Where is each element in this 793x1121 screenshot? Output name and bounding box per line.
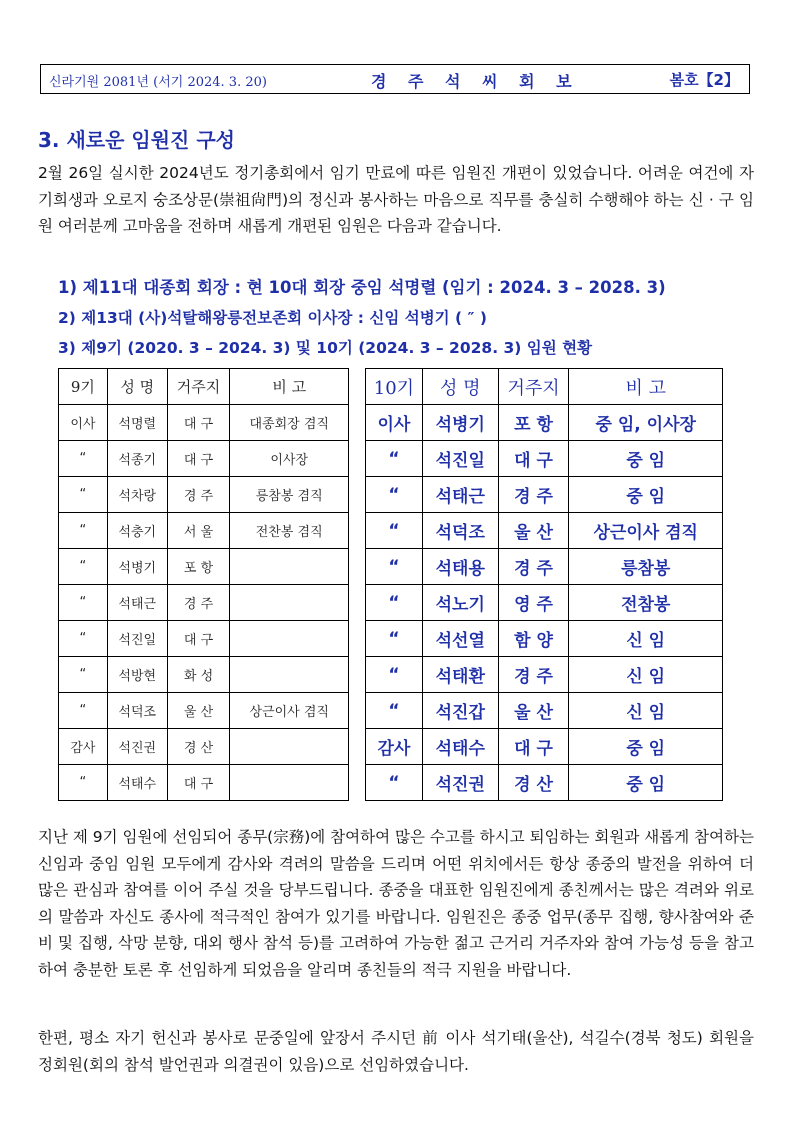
remarks-cell: 중 임, 이사장 <box>569 405 723 441</box>
officers-9th-table <box>58 368 349 801</box>
term-cell: 이사 <box>59 405 108 441</box>
residence-cell: 대 구 <box>167 441 230 477</box>
issue-label: 봄호【2】 <box>669 71 739 89</box>
term-cell: “ <box>59 765 108 801</box>
name-cell: 석진권 <box>422 765 498 801</box>
term-cell: 감사 <box>59 729 108 765</box>
residence-cell: 울 산 <box>498 693 569 729</box>
residence-cell: 경 산 <box>498 765 569 801</box>
remarks-cell <box>230 621 349 657</box>
remarks-cell: 이사장 <box>230 441 349 477</box>
table-row <box>59 405 349 441</box>
name-cell: 석진일 <box>107 621 167 657</box>
header-date: 신라기원 2081년 (서기 2024. 3. 20) <box>49 75 267 90</box>
term-cell: “ <box>366 549 423 585</box>
remarks-cell <box>230 729 349 765</box>
residence-cell: 포 항 <box>167 549 230 585</box>
residence-cell: 영 주 <box>498 585 569 621</box>
name-cell: 석태수 <box>422 729 498 765</box>
term-cell: “ <box>59 585 108 621</box>
left-table-header-row <box>59 369 349 405</box>
item-chairman: 2) 제13대 (사)석탈해왕릉전보존회 이사장 : 신임 석병기 ( ″ ) <box>58 309 487 327</box>
name-cell: 석태근 <box>422 477 498 513</box>
table-row <box>59 441 349 477</box>
remarks-cell: 신 임 <box>569 657 723 693</box>
table-row <box>59 729 349 765</box>
residence-cell: 울 산 <box>167 693 230 729</box>
remarks-cell <box>230 549 349 585</box>
term-cell: “ <box>366 477 423 513</box>
term-cell: “ <box>59 513 108 549</box>
residence-cell: 대 구 <box>167 621 230 657</box>
name-cell: 석덕조 <box>422 513 498 549</box>
term-cell: “ <box>366 441 423 477</box>
remarks-cell <box>230 765 349 801</box>
remarks-cell: 상근이사 겸직 <box>230 693 349 729</box>
residence-cell: 대 구 <box>167 405 230 441</box>
residence-cell: 경 주 <box>498 549 569 585</box>
table-row <box>366 405 723 441</box>
table-row <box>366 729 723 765</box>
left-table-header-remarks: 비 고 <box>230 369 349 405</box>
remarks-cell: 중 임 <box>569 441 723 477</box>
residence-cell: 경 주 <box>498 657 569 693</box>
closing-paragraph-1: 지난 제 9기 임원에 선임되어 종무(宗務)에 참여하여 많은 수고를 하시고 퇴임하는 회원과 새롭게 참여하는 신임과 중임 임원 모두에게 감사와 격려의 말씀을 드리며 어떤 위치에서든 항상 종중의 발전을 위하여 더 많은 관심과 참여를 이어 주실 것을 당부드립니다. 종중을 대표한 임원진에게 종친께서는 많은 격려와 위로의 말씀과 자신도 종사에 적극적인 참여가 있기를 바랍니다. 임원진은 종중 업무(종무 집행, 향사참여와 준비 및 집행, 삭망 분향, 대외 행사 참석 등)를 고려하여 가능한 젊고 근거리 거주자와 참여 가능성 등을 참고하여 충분한 토론 후 선임하게 되었음을 알리며 종친들의 적극 지원을 바랍니다. <box>38 828 754 979</box>
residence-cell: 경 주 <box>498 477 569 513</box>
table-row <box>59 621 349 657</box>
intro-paragraph: 2월 26일 실시한 2024년도 정기총회에서 임기 만료에 따른 임원진 개편이 있었습니다. 어려운 여건에 자기희생과 오로지 숭조상문(崇祖尙門)의 정신과 봉사하는 마음으로 직무를 충실히 수행해야 하는 신 · 구 임원 여러분께 고마움을 전하며 새롭게 개편된 임원은 다음과 같습니다. <box>38 164 754 235</box>
remarks-cell: 신 임 <box>569 693 723 729</box>
table-row <box>366 477 723 513</box>
remarks-cell <box>230 585 349 621</box>
officers-10th-table <box>365 368 723 801</box>
publication-name: 경 주 석 씨 회 보 <box>371 72 580 91</box>
term-cell: “ <box>366 693 423 729</box>
table-row <box>59 657 349 693</box>
residence-cell: 대 구 <box>167 765 230 801</box>
name-cell: 석충기 <box>107 513 167 549</box>
term-cell: “ <box>59 477 108 513</box>
name-cell: 석방현 <box>107 657 167 693</box>
remarks-cell <box>230 657 349 693</box>
name-cell: 석진갑 <box>422 693 498 729</box>
residence-cell: 경 주 <box>167 585 230 621</box>
closing-paragraph-2: 한편, 평소 자기 헌신과 봉사로 문중일에 앞장서 주시던 前 이사 석기태(울산), 석길수(경북 청도) 회원을 정회원(회의 참석 발언권과 의결권이 있음)으로 선임하였습니다. <box>38 1029 754 1074</box>
remarks-cell: 릉참봉 겸직 <box>230 477 349 513</box>
table-row <box>366 513 723 549</box>
term-cell: “ <box>59 657 108 693</box>
residence-cell: 울 산 <box>498 513 569 549</box>
item-president: 1) 제11대 대종회 회장 : 현 10대 회장 중임 석명렬 (임기 : 2024. 3 – 2028. 3) <box>58 278 666 297</box>
table-row <box>366 657 723 693</box>
name-cell: 석병기 <box>422 405 498 441</box>
residence-cell: 화 성 <box>167 657 230 693</box>
remarks-cell: 전찬봉 겸직 <box>230 513 349 549</box>
term-cell: “ <box>59 621 108 657</box>
table-row <box>366 441 723 477</box>
term-cell: “ <box>59 441 108 477</box>
remarks-cell: 대종회장 겸직 <box>230 405 349 441</box>
table-row <box>59 585 349 621</box>
right-table-header-name: 성 명 <box>422 369 498 405</box>
table-row <box>59 765 349 801</box>
table-row <box>59 693 349 729</box>
name-cell: 석차랑 <box>107 477 167 513</box>
table-row <box>59 513 349 549</box>
name-cell: 석진일 <box>422 441 498 477</box>
section-title: 3. 새로운 임원진 구성 <box>38 128 235 152</box>
left-table-header-term: 9기 <box>59 369 108 405</box>
residence-cell: 대 구 <box>498 441 569 477</box>
remarks-cell: 중 임 <box>569 729 723 765</box>
name-cell: 석태용 <box>422 549 498 585</box>
remarks-cell: 전참봉 <box>569 585 723 621</box>
term-cell: 이사 <box>366 405 423 441</box>
residence-cell: 서 울 <box>167 513 230 549</box>
name-cell: 석태수 <box>107 765 167 801</box>
remarks-cell: 상근이사 겸직 <box>569 513 723 549</box>
table-row <box>366 621 723 657</box>
residence-cell: 경 산 <box>167 729 230 765</box>
term-cell: “ <box>366 585 423 621</box>
table-row <box>366 765 723 801</box>
name-cell: 석선열 <box>422 621 498 657</box>
left-table-header-residence: 거주지 <box>167 369 230 405</box>
item-officers-heading: 3) 제9기 (2020. 3 – 2024. 3) 및 10기 (2024. 3 – 2028. 3) 임원 현황 <box>58 339 593 357</box>
name-cell: 석태환 <box>422 657 498 693</box>
table-row <box>366 549 723 585</box>
residence-cell: 함 양 <box>498 621 569 657</box>
residence-cell: 포 항 <box>498 405 569 441</box>
name-cell: 석노기 <box>422 585 498 621</box>
right-table-header-row <box>366 369 723 405</box>
term-cell: “ <box>59 693 108 729</box>
name-cell: 석명렬 <box>107 405 167 441</box>
table-row <box>366 585 723 621</box>
term-cell: “ <box>366 765 423 801</box>
name-cell: 석진권 <box>107 729 167 765</box>
remarks-cell: 중 임 <box>569 477 723 513</box>
right-table-header-term: 10기 <box>366 369 423 405</box>
residence-cell: 경 주 <box>167 477 230 513</box>
name-cell: 석태근 <box>107 585 167 621</box>
residence-cell: 대 구 <box>498 729 569 765</box>
left-table-header-name: 성 명 <box>107 369 167 405</box>
term-cell: 감사 <box>366 729 423 765</box>
table-row <box>366 693 723 729</box>
table-row <box>59 477 349 513</box>
name-cell: 석종기 <box>107 441 167 477</box>
remarks-cell: 릉참봉 <box>569 549 723 585</box>
name-cell: 석병기 <box>107 549 167 585</box>
right-table-header-residence: 거주지 <box>498 369 569 405</box>
term-cell: “ <box>366 657 423 693</box>
name-cell: 석덕조 <box>107 693 167 729</box>
term-cell: “ <box>366 621 423 657</box>
page-header <box>40 64 750 94</box>
remarks-cell: 중 임 <box>569 765 723 801</box>
table-row <box>59 549 349 585</box>
term-cell: “ <box>59 549 108 585</box>
right-table-header-remarks: 비 고 <box>569 369 723 405</box>
term-cell: “ <box>366 513 423 549</box>
remarks-cell: 신 임 <box>569 621 723 657</box>
